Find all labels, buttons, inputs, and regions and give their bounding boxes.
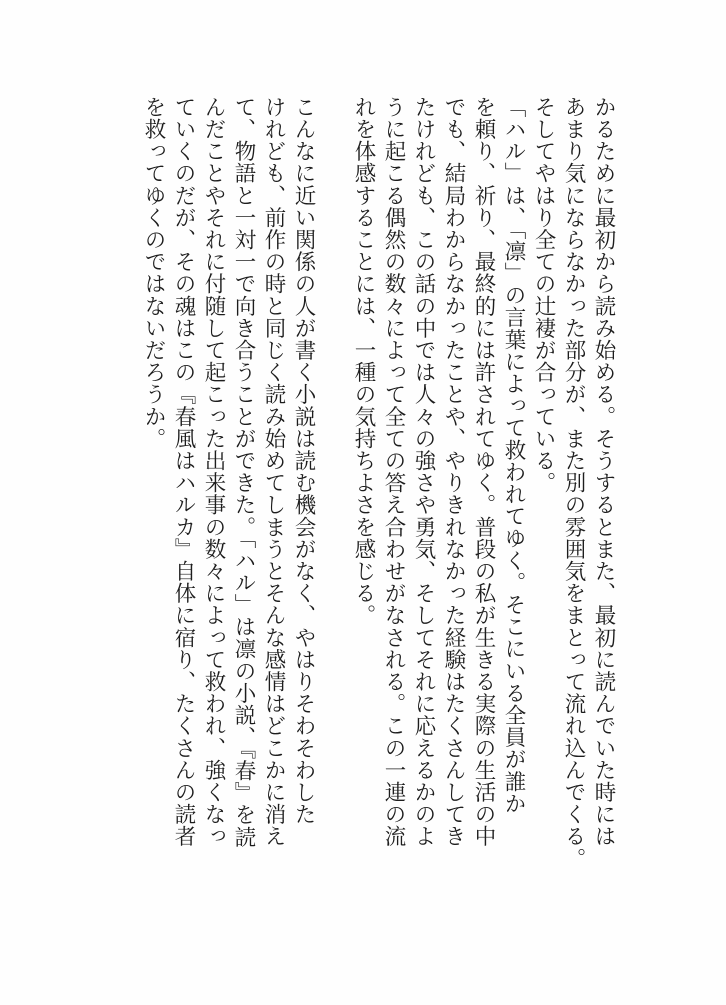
text-line: でも、結局わからなかったことや、やりきれなかった経験はたくさんしてき: [441, 96, 466, 848]
text-line: かるために最初から読み始める。そうするとまた、最初に読んでいた時には: [591, 96, 616, 848]
text-line: を救ってゆくのではないだろうか。: [141, 96, 166, 450]
text-line: んだことやそれに付随して起こった出来事の数々によって救われ、強くなっ: [201, 96, 226, 848]
vertical-text-body: [138, 96, 618, 976]
text-line: ていくのだが、その魂はこの『春風はハルカ』自体に宿り、たくさんの読者: [171, 96, 196, 848]
paragraph-gap: [318, 96, 348, 976]
text-line: を頼り、祈り、最終的には許されてゆく。普段の私が生きる実際の生活の中: [471, 96, 496, 848]
text-line: あまり気にならなかった部分が、また別の雰囲気をまとって流れ込んでくる。: [561, 96, 586, 870]
text-line: うに起こる偶然の数々によって全ての答え合わせがなされる。この一連の流: [381, 96, 406, 848]
text-line: そしてやはり全ての辻褄が合っている。: [531, 96, 556, 494]
text-line: こんなに近い関係の人が書く小説は読む機会がなく、やはりそわそわした: [291, 96, 316, 826]
text-line: れを体感することには、一種の気持ちよさを感じる。: [351, 96, 376, 627]
text-line: たけれども、この話の中では人々の強さや勇気、そしてそれに応えるかのよ: [411, 96, 436, 848]
text-line: けれども、前作の時と同じく読み始めてしまうとそんな感情はどこかに消え: [261, 96, 286, 848]
text-line: 「ハル」は、「凛」の言葉によって救われてゆく。そこにいる全員が誰か: [501, 96, 526, 815]
text-line: て、物語と一対一で向き合うことができた。「ハル」は凛の小説、『春』を読: [231, 96, 256, 848]
